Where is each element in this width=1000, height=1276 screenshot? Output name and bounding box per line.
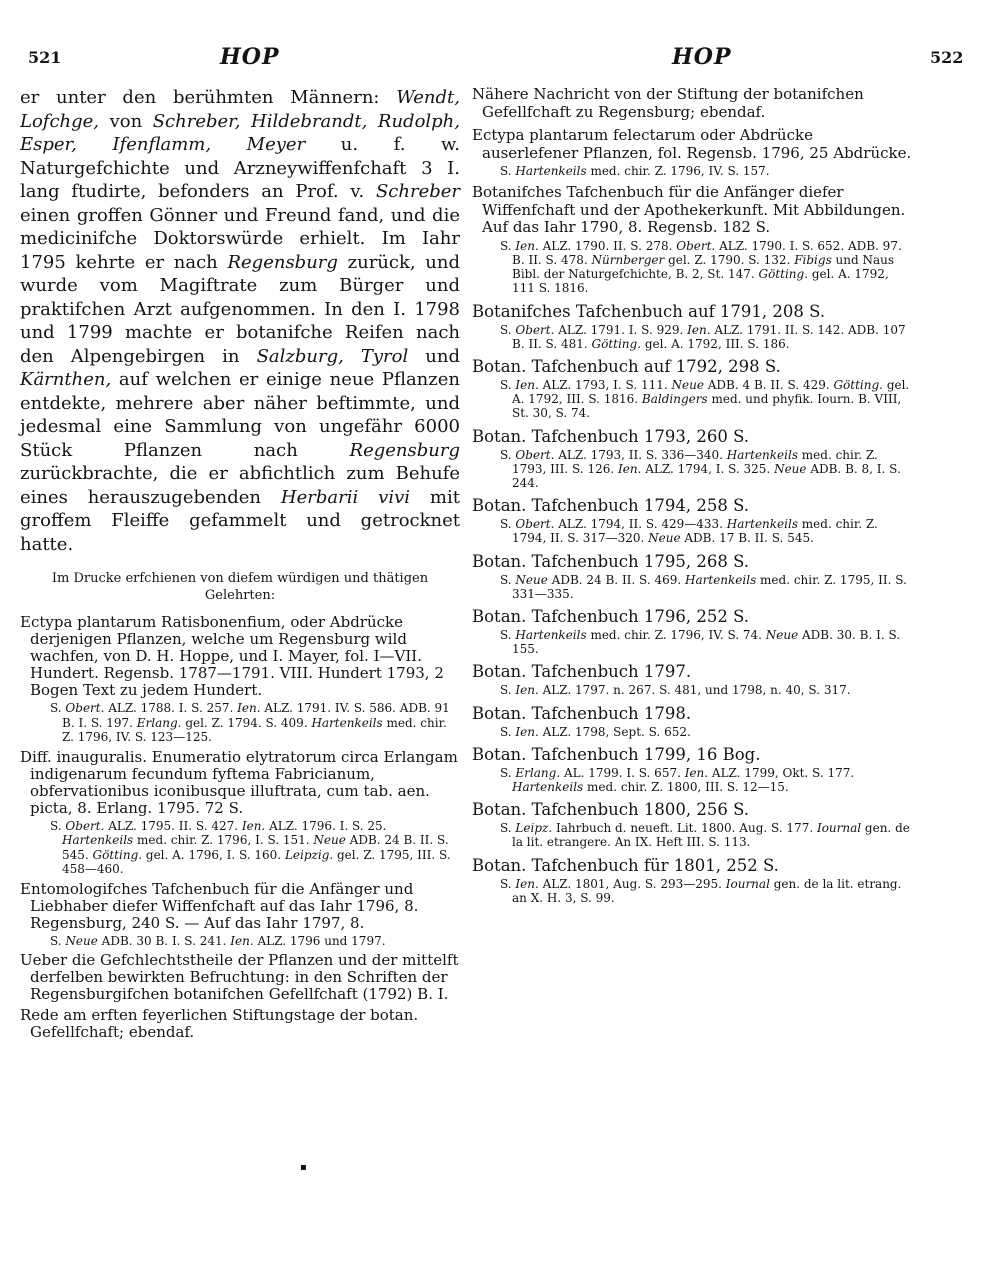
left-page-number: 521 xyxy=(28,48,62,67)
italic-text-run: Hartenkeils xyxy=(726,447,798,462)
text-run: med. chir. Z. 1796, IV. S. 157. xyxy=(586,164,770,178)
text-run: ALZ. 1799, Okt. S. 177. xyxy=(708,765,855,780)
publication-title xyxy=(472,704,912,723)
italic-text-run: in den Schriften der Regensburgifchen botanifchen Gefellfchaft xyxy=(30,968,448,1003)
left-running-title: HOP xyxy=(220,44,280,70)
publication-entry xyxy=(472,127,912,178)
text-run: gen. de la lit. etrangere. An IX. Heft III. S. 113. xyxy=(512,821,910,850)
italic-text-run: Ien. xyxy=(515,238,539,253)
italic-text-run: Götting. xyxy=(833,377,883,392)
publication-entry xyxy=(472,607,912,656)
text-run: Botan. Tafchenbuch 1799, 16 Bog. xyxy=(472,744,761,764)
text-run: ADB. 4 B. II. S. 429. xyxy=(703,377,834,392)
italic-text-run: Ien. xyxy=(617,461,642,476)
text-run: ADB. 24 B. II. S. 545. xyxy=(62,833,449,862)
text-run: S. xyxy=(500,517,516,532)
text-run: S. xyxy=(500,322,516,337)
publication-entry xyxy=(472,856,912,905)
italic-text-run: Iournal xyxy=(725,876,770,891)
text-run: S. xyxy=(500,821,516,836)
publication-title xyxy=(472,800,912,819)
text-run: einen groffen Gönner und Freund fand, und die medicinifche Doktorswürde erhielt. Im Iahr 1795 kehrte er nach xyxy=(20,204,460,273)
publication-entry xyxy=(472,704,912,739)
italic-text-run: Ien. xyxy=(684,765,709,780)
text-run: Botan. Tafchenbuch 1794, 258 S. xyxy=(472,496,750,516)
text-run: med. chir. Z. 1800, III. S. 12—15. xyxy=(583,779,789,794)
italic-text-run: Ien. xyxy=(230,933,254,948)
text-run: Botan. Tafchenbuch 1800, 256 S. xyxy=(472,800,750,820)
text-run: med. chir. Z. 1796, I. S. 151. xyxy=(133,833,314,847)
publication-title xyxy=(472,357,912,376)
right-running-title: HOP xyxy=(672,44,732,70)
italic-text-run: Neue xyxy=(515,572,548,587)
publication-entry xyxy=(472,662,912,697)
italic-text-run: Neue xyxy=(65,933,98,948)
publication-title xyxy=(472,745,912,764)
text-run: Botan. Tafchenbuch 1796, 252 S. xyxy=(472,606,750,626)
text-run: ADB. B. 8, I. S. 244. xyxy=(512,461,901,490)
publication-review-references xyxy=(50,819,460,877)
publication-review-references xyxy=(500,821,912,849)
text-run: und Naus Bibl. der Naturgefchichte, B. 2, St. 147. xyxy=(512,252,895,282)
text-run: gel. Z. 1790. S. 132. xyxy=(664,252,795,267)
publication-entry xyxy=(472,427,912,491)
publication-entry xyxy=(472,86,912,121)
publication-review-references xyxy=(500,448,912,491)
italic-text-run: Kärnthen, xyxy=(20,369,112,390)
italic-text-run: ebendaf. xyxy=(699,102,766,121)
publication-entry xyxy=(472,552,912,601)
publication-review-references xyxy=(500,239,912,296)
italic-text-run: Hartenkeils xyxy=(726,517,798,532)
publication-title xyxy=(472,552,912,571)
right-publication-list xyxy=(472,86,912,905)
publication-entry xyxy=(20,952,460,1003)
text-run: ALZ. 1798, Sept. S. 652. xyxy=(538,724,691,739)
italic-text-run: Ien. xyxy=(687,322,711,337)
text-run: ALZ. 1796 und 1797. xyxy=(253,933,386,948)
text-run: ALZ. 1793, II. S. 336—340. xyxy=(554,447,727,462)
italic-text-run: Wendt, Lofchge, xyxy=(20,87,460,132)
text-run: Iahrbuch d. neueft. Lit. 1800. Aug. S. 177. xyxy=(552,821,817,836)
italic-text-run: Hartenkeils xyxy=(515,164,587,178)
biography-paragraph xyxy=(20,86,460,556)
text-run: Botan. Tafchenbuch 1793, 260 S. xyxy=(472,426,750,446)
text-run: ALZ. 1791. I. S. 929. xyxy=(554,322,688,337)
italic-text-run: Neue xyxy=(648,531,681,546)
text-run: S. xyxy=(50,818,66,833)
publication-title xyxy=(472,427,912,446)
publication-title xyxy=(472,302,912,321)
text-run: ALZ. 1791. II. S. 142. ADB. 107 B. II. S. 481. xyxy=(512,322,906,351)
publication-entry xyxy=(20,614,460,745)
italic-text-run: Ien. xyxy=(515,683,539,698)
text-run: ALZ. 1794, I. S. 325. xyxy=(641,461,775,476)
text-run: ADB. 30 B. I. S. 241. xyxy=(97,933,231,948)
italic-text-run: Herbarii vivi xyxy=(280,486,411,508)
italic-text-run: Leipz. xyxy=(515,821,553,836)
italic-text-run: Hoppe, xyxy=(179,647,235,665)
italic-text-run: Obert. xyxy=(65,818,105,833)
text-run: mit groffem Fleiffe gefammelt und getrocknet hatte. xyxy=(20,486,460,555)
italic-text-run: Obert. xyxy=(65,701,105,715)
publication-entry xyxy=(472,184,912,295)
italic-text-run: Hartenkeils xyxy=(515,627,587,642)
publication-entry xyxy=(472,800,912,849)
text-run: Rede am erften feyerlichen Stiftungstage der botan. Gefellfchaft; xyxy=(20,1006,419,1041)
publication-title xyxy=(20,952,460,1003)
text-run: ALZ. 1790. II. S. 278. xyxy=(538,238,677,253)
italic-text-run: Neue xyxy=(671,377,704,392)
text-run: S. xyxy=(500,238,516,253)
publication-review-references xyxy=(500,628,912,656)
publication-title xyxy=(20,614,460,699)
italic-text-run: Obert. xyxy=(676,238,716,253)
publication-entry xyxy=(20,1007,460,1041)
text-run: zurück, und wurde vom Magiftrate zum Bürger und praktifchen Arzt aufgenommen. In den I. 1798 und 1799 machte er botanifche Reifen nach den Alpengebirgen in xyxy=(20,251,460,367)
text-run: Botan. Tafchenbuch 1797. xyxy=(472,662,692,682)
right-column xyxy=(472,86,912,911)
publication-entry xyxy=(20,881,460,949)
publications-subheading: Im Drucke erfchienen von diefem würdigen und thätigen Gelehrten: xyxy=(51,571,429,603)
publication-entry xyxy=(20,749,460,877)
text-run: Ueber die Gefchlechtstheile der Pflanzen und der mittelft derfelben bewirkten Befruchtung: xyxy=(20,951,459,986)
italic-text-run: Götting. xyxy=(591,336,642,351)
left-publication-list xyxy=(20,614,460,1041)
text-run: Ectypa plantarum felectarum oder Abdrücke auserlefener Pflanzen, fol. Regensb. 1796, 25 Abdrücke. xyxy=(472,126,912,162)
italic-text-run: Salzburg, Tyrol xyxy=(256,345,409,367)
publication-review-references xyxy=(500,877,912,905)
text-run: S. xyxy=(500,164,516,178)
text-run: u. f. w. Naturgefchichte und Arzneywiffenfchaft 3 I. lang ftudirte, befonders an Prof. v. xyxy=(20,134,461,202)
text-run: S. xyxy=(500,627,516,642)
publication-review-references xyxy=(500,573,912,601)
italic-text-run: Obert. xyxy=(515,322,555,337)
publication-title xyxy=(472,127,912,162)
publication-review-references xyxy=(500,725,912,739)
publication-review-references xyxy=(500,517,912,545)
publication-review-references xyxy=(500,766,912,794)
italic-text-run: Nürnberger xyxy=(591,252,665,267)
italic-text-run: Ien. xyxy=(241,818,266,833)
text-run: gel. A. 1796, I. S. 160. xyxy=(142,847,285,862)
publication-title xyxy=(472,496,912,515)
text-run: gel. A. 1792, III. S. 186. xyxy=(641,336,790,351)
italic-text-run: Neue xyxy=(774,461,807,476)
italic-text-run: ebendaf. xyxy=(128,1023,195,1041)
text-run: med. und phyfik. Iourn. B. VIII, St. 30, S. 74. xyxy=(512,392,902,421)
text-run: ALZ. 1793, I. S. 111. xyxy=(538,377,672,392)
italic-text-run: Hartenkeils xyxy=(62,833,134,847)
text-run: Nähere Nachricht von der Stiftung der botanifchen Gefellfchaft zu Regensburg; xyxy=(472,85,864,121)
publication-entry xyxy=(472,496,912,545)
italic-text-run: Erlang. xyxy=(515,765,561,780)
text-run: ALZ. 1794, II. S. 429—433. xyxy=(554,517,727,532)
italic-text-run: Neue xyxy=(765,627,799,642)
text-run: S. xyxy=(50,933,66,948)
publication-entry xyxy=(472,745,912,794)
publication-review-references xyxy=(500,683,912,697)
text-run: ADB. 24 B. II. S. 469. xyxy=(547,572,686,587)
text-run: S. xyxy=(500,447,516,462)
text-run: Botan. Tafchenbuch für 1801, 252 S. xyxy=(472,855,779,875)
text-run: S. xyxy=(500,876,516,891)
text-run: S. xyxy=(50,701,66,715)
text-run: S. xyxy=(500,765,516,780)
italic-text-run: Götting. xyxy=(758,267,809,282)
text-run: S. xyxy=(500,683,516,698)
text-run: Botan. Tafchenbuch 1798. xyxy=(472,703,692,723)
text-run: ALZ. 1801, Aug. S. 293—295. xyxy=(538,876,726,891)
italic-text-run: Ien. xyxy=(237,701,261,715)
italic-text-run: Baldingers xyxy=(641,392,708,407)
publication-review-references xyxy=(500,323,912,351)
publication-title xyxy=(20,881,460,932)
text-run: ADB. 17 B. II. S. 545. xyxy=(680,531,814,546)
text-run: Botan. Tafchenbuch 1795, 268 S. xyxy=(472,551,750,571)
text-run: med. chir. Z. 1795, II. S. 331—335. xyxy=(512,572,907,601)
text-run: med. chir. Z. 1794, II. S. 317—320. xyxy=(512,517,878,546)
italic-text-run: Mayer, xyxy=(287,647,340,665)
italic-text-run: Obert. xyxy=(515,517,555,532)
publication-review-references xyxy=(500,378,912,421)
publication-title xyxy=(472,662,912,681)
text-run: (1792) B. I. xyxy=(357,985,449,1003)
text-run: von xyxy=(99,110,153,132)
text-run: auf welchen er einige neue Pflanzen entdekte, mehrere aber näher beftimmte, und jedesmal eine Sammlung von ungefähr 6000 Stück Pflanzen nach xyxy=(20,369,460,461)
text-run: S. xyxy=(500,724,516,739)
publication-title xyxy=(472,86,912,121)
page-footer-mark: ▪ xyxy=(300,1162,307,1173)
italic-text-run: Götting. xyxy=(92,847,143,862)
text-run: med. chir. Z. 1793, III. S. 126. xyxy=(512,447,878,476)
publication-entry xyxy=(472,357,912,421)
italic-text-run: Fibigs xyxy=(794,252,832,267)
italic-text-run: Ien. xyxy=(515,876,539,891)
text-run: med. chir. Z. 1796, IV. S. 74. xyxy=(586,627,766,642)
text-run: Botanifches Tafchenbuch für die Anfänger diefer Wiffenfchaft und der Apothekerkunft. Mit Abbildungen. Auf das Iahr 1790, 8. Regensb. 182 S. xyxy=(472,183,906,237)
italic-text-run: Regensburg xyxy=(349,439,460,461)
publication-title xyxy=(20,1007,460,1041)
text-run: ALZ. 1795. II. S. 427. xyxy=(104,818,242,833)
italic-text-run: Neue xyxy=(313,833,346,847)
text-run: gel. Z. 1795, III. S. 458—460. xyxy=(62,847,451,876)
text-run: Botanifches Tafchenbuch auf 1791, 208 S. xyxy=(472,301,826,321)
text-run: Diff. inauguralis. Enumeratio elytratorum circa Erlangam indigenarum fecundum fyftema Fabricianum, obfervationibus iconibusque illuftrata, cum tab. aen. picta, 8. Erlang. 1795. 72 S. xyxy=(20,747,458,817)
italic-text-run: Schreber, Hildebrandt, Rudolph, Esper, Ifenflamm, Meyer xyxy=(20,110,460,155)
italic-text-run: Erlang. xyxy=(136,715,182,730)
text-run: er unter den berühmten Männern: xyxy=(20,87,397,108)
text-run: ALZ. 1788. I. S. 257. xyxy=(104,701,238,715)
text-run: Entomologifches Tafchenbuch für die Anfänger und Liebhaber diefer Wiffenfchaft auf das Iahr 1796, 8. Regensburg, 240 S. — Auf das Iahr 1797, 8. xyxy=(20,879,419,932)
publication-review-references xyxy=(50,934,460,949)
text-run: ALZ. 1797. n. 267. S. 481, und 1798, n. 40, S. 317. xyxy=(538,683,851,698)
text-run: und I. xyxy=(234,647,288,665)
italic-text-run: Obert. xyxy=(515,447,555,462)
text-run: gen. de la lit. etrang. an X. H. 3, S. 99. xyxy=(512,876,902,905)
italic-text-run: Hartenkeils xyxy=(512,779,584,794)
publication-review-references xyxy=(500,164,912,178)
publication-title xyxy=(472,607,912,626)
right-page-number: 522 xyxy=(930,48,964,67)
italic-text-run: Schreber xyxy=(375,181,460,202)
italic-text-run: Hartenkeils xyxy=(311,715,383,730)
left-column xyxy=(20,86,460,1045)
text-run: med. chir. Z. 1796, IV. S. 123—125. xyxy=(62,715,447,744)
italic-text-run: Hartenkeils xyxy=(685,572,757,587)
text-run: gel. A. 1792, III. S. 1816. xyxy=(512,377,910,407)
text-run: ALZ. 1796. I. S. 25. xyxy=(265,818,387,833)
publication-title xyxy=(472,856,912,875)
italic-text-run: Iournal xyxy=(816,821,862,836)
italic-text-run: Ien. xyxy=(515,377,539,392)
text-run: zurückbrachte, die er abfichtlich zum Behufe eines herauszugebenden xyxy=(20,463,460,508)
text-run: fol. I—VII. Hundert. Regensb. 1787—1791. VIII. Hundert 1793, 2 Bogen Text zu jedem Hundert. xyxy=(30,647,444,699)
italic-text-run: Ien. xyxy=(515,724,539,739)
text-run: Ectypa plantarum Ratisbonenfium, oder Abdrücke derjenigen Pflanzen, welche um Regensburg wild wachfen, von D. H. xyxy=(20,613,407,665)
text-run: ALZ. 1790. I. S. 652. ADB. 97. B. II. S. 478. xyxy=(512,238,902,267)
publication-entry xyxy=(472,302,912,351)
text-run: ALZ. 1791. IV. S. 586. ADB. 91 B. I. S. 197. xyxy=(62,701,450,730)
italic-text-run: Leipzig. xyxy=(284,847,334,862)
text-run: S. xyxy=(500,377,516,392)
text-run: und xyxy=(408,345,460,367)
text-run: ADB. 30. B. I. S. 155. xyxy=(512,627,901,657)
text-run: Botan. Tafchenbuch auf 1792, 298 S. xyxy=(472,356,781,376)
text-run: gel. Z. 1794. S. 409. xyxy=(181,715,312,730)
italic-text-run: Regensburg xyxy=(227,251,338,273)
text-run: S. xyxy=(500,572,516,587)
publication-review-references xyxy=(50,701,460,745)
text-run: gel. A. 1792, 111 S. 1816. xyxy=(512,267,889,296)
text-run: AL. 1799. I. S. 657. xyxy=(560,765,685,780)
publication-title xyxy=(20,749,460,817)
publication-title xyxy=(472,184,912,237)
